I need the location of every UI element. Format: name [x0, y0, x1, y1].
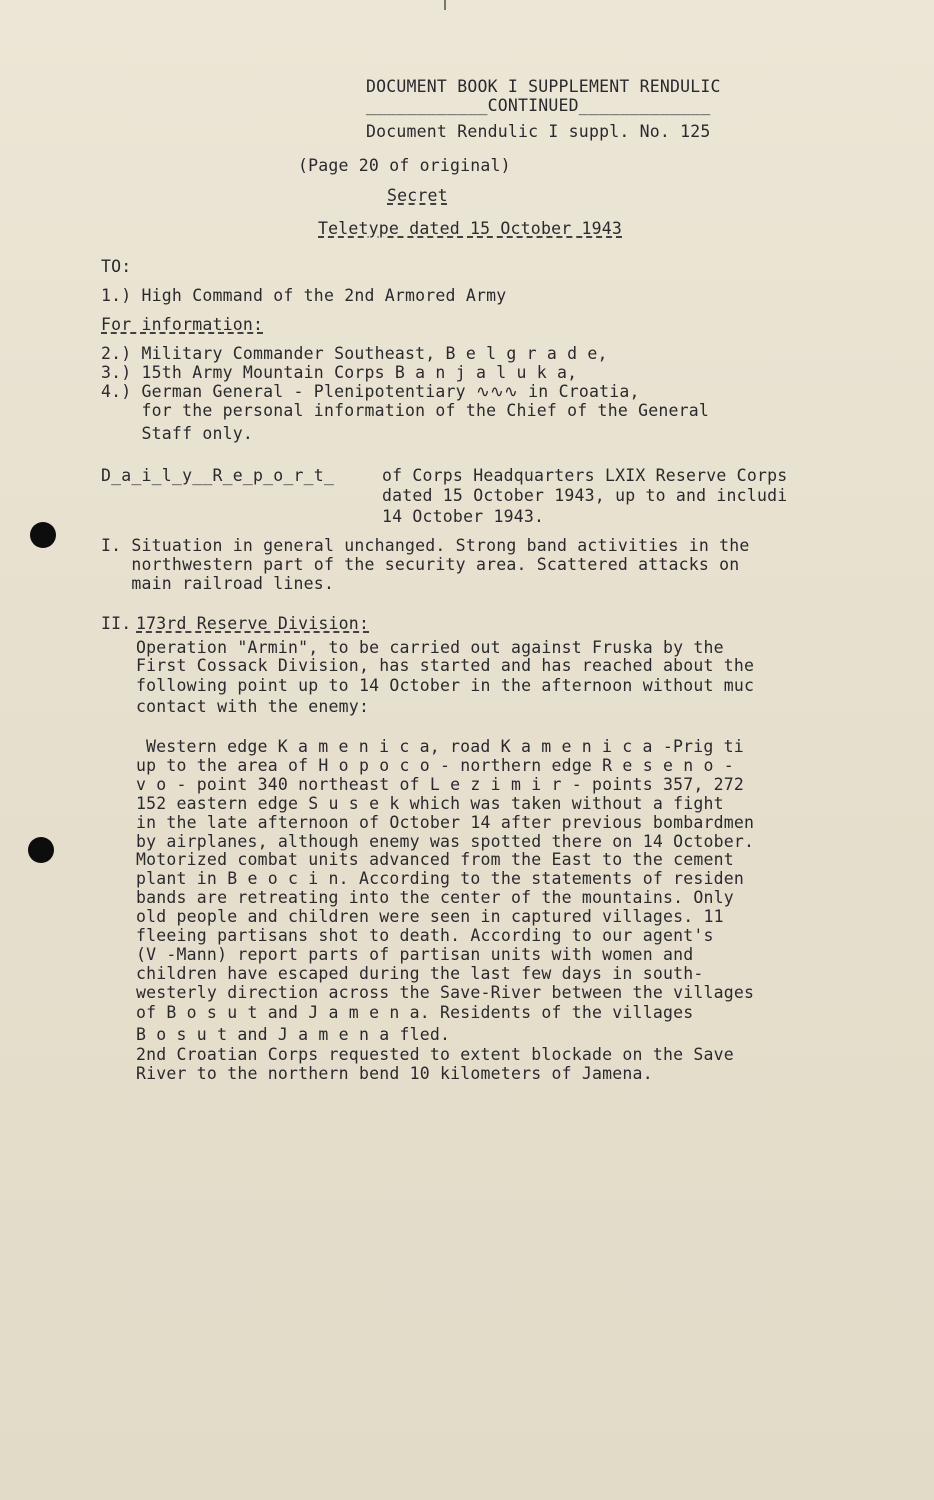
section-1-line-2: northwestern part of the security area. Scattered attacks on — [101, 555, 740, 574]
daily-report-title: D_a_i_l_y__R_e_p_o_r_t_ — [101, 466, 335, 485]
p2-line: westerly direction across the Save-River between the villages — [136, 983, 755, 1002]
p2-line: 152 eastern edge S u s e k which was taken without a fight — [136, 794, 724, 813]
p1-line: contact with the enemy: — [136, 697, 370, 716]
recipient-2: 2.) Military Commander Southeast, B e l g r a d e, — [101, 344, 608, 363]
report-desc-1: of Corps Headquarters LXIX Reserve Corps — [382, 466, 788, 485]
recipient-4: 4.) German General - Plenipotentiary ∿∿∿ in Croatia, — [101, 382, 640, 401]
recipient-3: 3.) 15th Army Mountain Corps B a n j a l u k a, — [101, 363, 578, 382]
p2-line: v o - point 340 northeast of L e z i m i r - points 357, 272 — [136, 775, 745, 794]
p1-line: Operation "Armin", to be carried out against Fruska by the — [136, 638, 724, 657]
punch-hole-bottom — [28, 837, 54, 863]
section-2-heading: 173rd Reserve Division: — [136, 614, 370, 633]
p2-line: bands are retreating into the center of the mountains. Only — [136, 888, 734, 907]
p2-line: old people and children were seen in captured villages. 11 — [136, 907, 724, 926]
p2-line: by airplanes, although enemy was spotted there on 14 October. — [136, 832, 755, 851]
p2-line: in the late afternoon of October 14 after previous bombardmen — [136, 813, 755, 832]
section-1-line-3: main railroad lines. — [101, 574, 335, 593]
p2-line: (V -Mann) report parts of partisan units with women and — [136, 945, 694, 964]
p1-line: First Cossack Division, has started and has reached about the — [136, 656, 755, 675]
p1-line: following point up to 14 October in the afternoon without muc — [136, 676, 755, 695]
for-information-label: For information: — [101, 315, 264, 334]
p2-line: River to the northern bend 10 kilometers of Jamena. — [136, 1064, 653, 1083]
recipient-4-cont: for the personal information of the Chief of the General — [101, 401, 710, 420]
p2-line: plant in B e o c i n. According to the statements of residen — [136, 869, 745, 888]
section-2-number: II. — [101, 614, 132, 633]
staple-mark — [444, 0, 446, 10]
to-label: TO: — [101, 257, 132, 276]
document-number: Document Rendulic I suppl. No. 125 — [366, 122, 711, 141]
report-desc-2: dated 15 October 1943, up to and includi — [382, 486, 788, 505]
p2-line: Motorized combat units advanced from the East to the cement — [136, 850, 734, 869]
teletype-date: Teletype dated 15 October 1943 — [318, 219, 623, 238]
p2-line: fleeing partisans shot to death. According to our agent's — [136, 926, 714, 945]
p2-line: up to the area of H o p o c o - northern edge R e s e n o - — [136, 756, 734, 775]
p2-line: children have escaped during the last few days in south- — [136, 964, 704, 983]
section-1-line-1: I. Situation in general unchanged. Strong band activities in the — [101, 536, 750, 555]
header-title: DOCUMENT BOOK I SUPPLEMENT RENDULIC — [366, 77, 721, 96]
report-desc-3: 14 October 1943. — [382, 507, 545, 526]
classification: Secret — [387, 186, 448, 205]
recipient-1: 1.) High Command of the 2nd Armored Army — [101, 286, 507, 305]
p2-line: of B o s u t and J a m e n a. Residents of the villages — [136, 1003, 694, 1022]
p2-line: Western edge K a m e n i c a, road K a m e n i c a -Prig ti — [146, 737, 744, 756]
header-continued: ____________CONTINUED_____________ — [366, 96, 711, 115]
p2-line: 2nd Croatian Corps requested to extent blockade on the Save — [136, 1045, 734, 1064]
page-reference: (Page 20 of original) — [298, 156, 511, 175]
p2-line: B o s u t and J a m e n a fled. — [136, 1025, 451, 1044]
punch-hole-top — [30, 522, 56, 548]
recipient-4-end: Staff only. — [101, 424, 254, 443]
